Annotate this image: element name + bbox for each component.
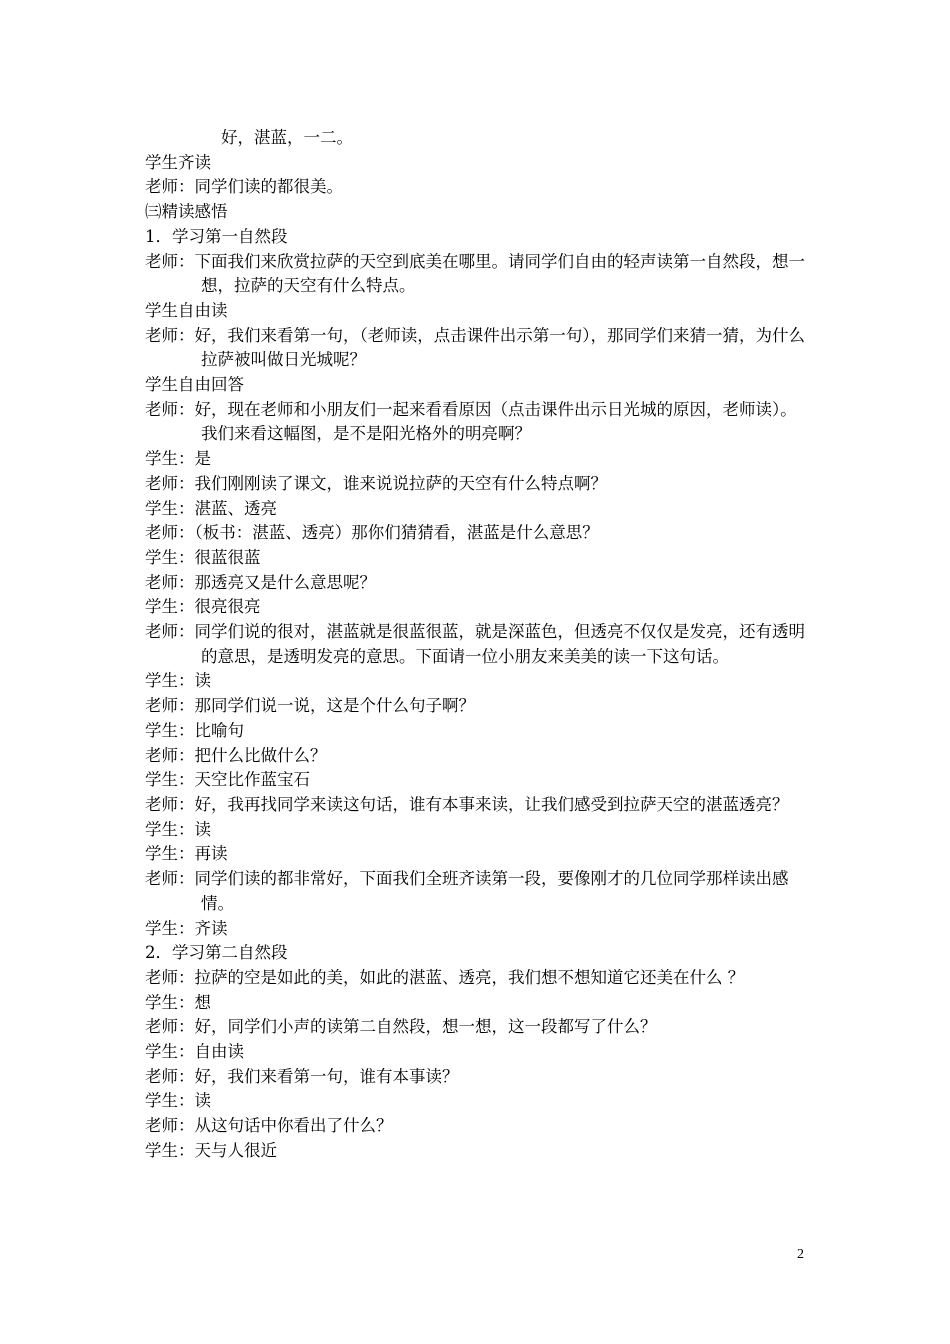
- transcript-line: 学生：比喻句: [145, 720, 244, 740]
- transcript-line: 老师：同学们读的都很美。: [145, 177, 343, 197]
- transcript-line: 学生：湛蓝、透亮: [145, 498, 277, 518]
- transcript-line: 学生齐读: [145, 152, 211, 172]
- transcript-line: 学生：读: [145, 819, 211, 839]
- transcript-line: 学生：天空比作蓝宝石: [145, 770, 310, 790]
- transcript-line: 老师：同学们读的都非常好，下面我们全班齐读第一段，要像刚才的几位同学那样读出感情。: [145, 869, 789, 913]
- transcript-line: 学生：天与人很近: [145, 1140, 277, 1160]
- transcript-line: 1．学习第一自然段: [145, 226, 288, 246]
- transcript-line: 学生：齐读: [145, 918, 228, 938]
- lesson-transcript: [145, 126, 810, 1164]
- transcript-line: 老师：拉萨的空是如此的美，如此的湛蓝、透亮，我们想不想知道它还美在什么 ？: [145, 967, 745, 987]
- transcript-line: 老师：好，我再找同学来读这句话，谁有本事来读，让我们感受到拉萨天空的湛蓝透亮？: [145, 794, 789, 814]
- transcript-line: 老师：我们刚刚读了课文，谁来说说拉萨的天空有什么特点啊？: [145, 473, 607, 493]
- transcript-line: 老师：那透亮又是什么意思呢？: [145, 572, 376, 592]
- transcript-line: 2．学习第二自然段: [145, 943, 288, 963]
- transcript-line: 学生：想: [145, 992, 211, 1012]
- transcript-line: 学生自由回答: [145, 375, 244, 395]
- transcript-line: 老师：好，我们来看第一句，（老师读，点击课件出示第一句），那同学们来猜一猜，为什么拉萨被叫做日光城呢？: [145, 325, 805, 370]
- transcript-line: 学生：读: [145, 671, 211, 691]
- page-number: 2: [797, 1247, 804, 1262]
- transcript-line: 学生：读: [145, 1091, 211, 1111]
- transcript-line: 老师：下面我们来欣赏拉萨的天空到底美在哪里。请同学们自由的轻声读第一自然段，想一想，拉萨的天空有什么特点。: [145, 251, 805, 296]
- transcript-line: 学生：很亮很亮: [145, 597, 261, 617]
- transcript-line: 老师：从这句话中你看出了什么？: [145, 1116, 393, 1136]
- transcript-line: 老师：好，现在老师和小朋友们一起来看看原因（点击课件出示日光城的原因，老师读）。我们来看这幅图，是不是阳光格外的明亮啊？: [145, 399, 797, 444]
- transcript-line: 学生自由读: [145, 300, 228, 320]
- transcript-line: 老师：把什么比做什么？: [145, 745, 327, 765]
- transcript-line: 学生：很蓝很蓝: [145, 547, 261, 567]
- transcript-line: 学生：自由读: [145, 1042, 244, 1062]
- transcript-line: 学生：再读: [145, 844, 228, 864]
- transcript-line: ㈢精读感悟: [145, 202, 228, 222]
- transcript-line: 好，湛蓝，一二。: [221, 128, 353, 147]
- transcript-line: 学生：是: [145, 449, 211, 469]
- transcript-line: 老师：同学们说的很对，湛蓝就是很蓝很蓝，就是深蓝色，但透亮不仅仅是发亮，还有透明的意思，是透明发亮的意思。下面请一位小朋友来美美的读一下这句话。: [145, 622, 805, 666]
- transcript-line: 老师：好，同学们小声的读第二自然段，想一想，这一段都写了什么？: [145, 1017, 657, 1037]
- transcript-line: 老师：那同学们说一说，这是个什么句子啊？: [145, 696, 475, 716]
- transcript-line: 老师：（板书：湛蓝、透亮）那你们猜猜看，湛蓝是什么意思？: [145, 523, 599, 543]
- transcript-line: 老师：好，我们来看第一句，谁有本事读？: [145, 1066, 459, 1086]
